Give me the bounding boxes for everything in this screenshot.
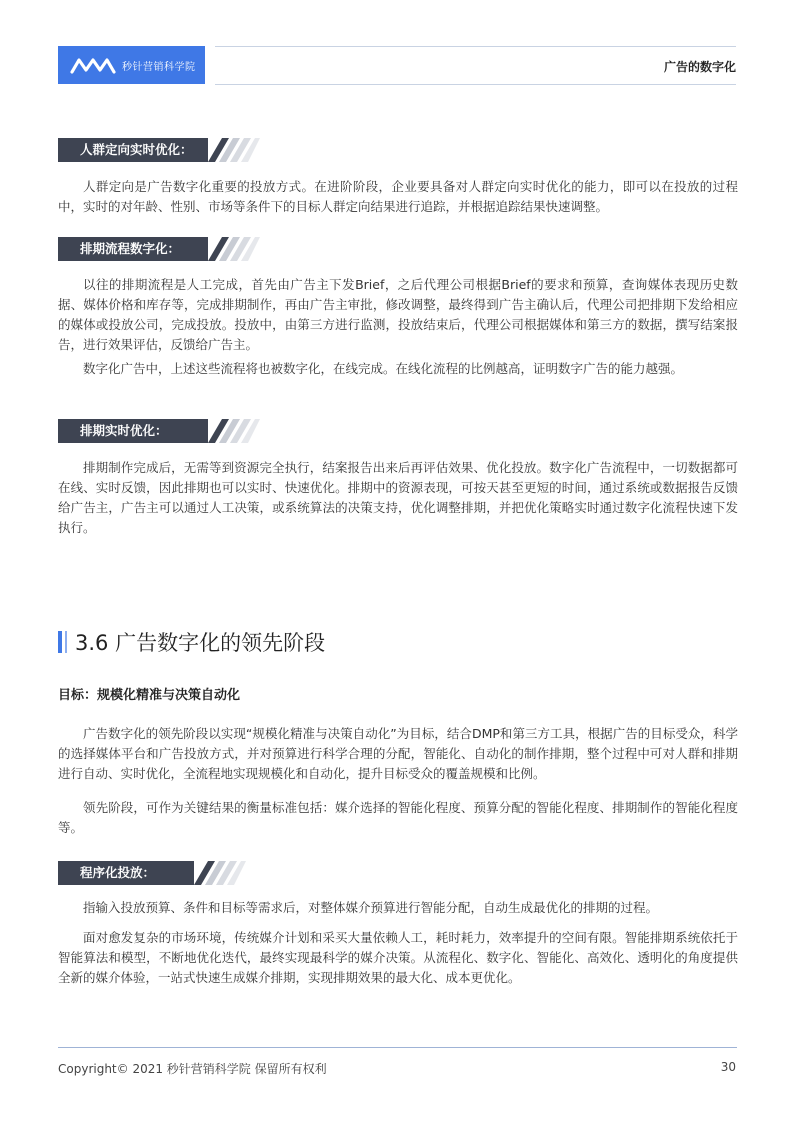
paragraph: 广告数字化的领先阶段以实现“规模化精准与决策自动化”为目标，结合DMP和第三方工具，根据广告的目标受众，科学的选择媒体平台和广告投放方式，并对预算进行科学合理的分配，智能化、自动化的制作排期，整个过程中可对人群和排期进行自动、实时优化，全流程地实现规模化和自动化，提升目标受众的覆盖规模和比例。 xyxy=(58,726,738,781)
section-tag-audience xyxy=(58,138,258,162)
paragraph: 领先阶段，可作为关键结果的衡量标准包括：媒介选择的智能化程度、预算分配的智能化程度、排期制作的智能化程度等。 xyxy=(58,800,738,835)
heading-accent-bar-thin xyxy=(65,631,67,653)
footer-divider xyxy=(58,1047,737,1048)
section-tag-schedule-process xyxy=(58,237,258,261)
section-tag-programmatic xyxy=(58,861,258,885)
paragraph: 数字化广告中，上述这些流程将也被数字化，在线完成。在线化流程的比例越高，证明数字广告的能力越强。 xyxy=(83,361,684,376)
section-tag-label: 人群定向实时优化： xyxy=(58,138,208,162)
header-title: 广告的数字化 xyxy=(663,60,736,74)
logo-mark-icon xyxy=(70,54,116,76)
stripe-decoration-icon xyxy=(208,138,260,162)
header-divider-top xyxy=(215,46,736,47)
page-number: 30 xyxy=(720,1060,736,1074)
paragraph: 面对愈发复杂的市场环境，传统媒介计划和采买大量依赖人工，耗时耗力，效率提升的空间有限。智能排期系统依托于智能算法和模型，不断地优化迭代，最终实现最科学的媒介决策。从流程化、数字化、智能化、高效化、透明化的角度提供全新的媒介体验，一站式快速生成媒介排期，实现排期效果的最大化、成本更优化。 xyxy=(58,930,738,985)
section-tag-schedule-optimize xyxy=(58,419,258,443)
section-tag-label: 排期实时优化： xyxy=(58,419,208,443)
footer-copyright: Copyright© 2021 秒针营销科学院 保留所有权利 xyxy=(58,1062,327,1076)
paragraph: 人群定向是广告数字化重要的投放方式。在进阶阶段，企业要具备对人群定向实时优化的能力，即可以在投放的过程中，实时的对年龄、性别、市场等条件下的目标人群定向结果进行追踪，并根据追踪结果快速调整。 xyxy=(58,179,738,214)
paragraph: 以往的排期流程是人工完成，首先由广告主下发Brief，之后代理公司根据Brief的要求和预算，查询媒体表现历史数据、媒体价格和库存等，完成排期制作，再由广告主审批，修改调整，最终得到广告主确认后，代理公司把排期下发给相应的媒体或投放公司，完成投放。投放中，由第三方进行监测，投放结束后，代理公司根据媒体和第三方的数据，撰写结案报告，进行效果评估，反馈给广告主。 xyxy=(58,277,738,352)
goal-subheading: 目标：规模化精准与决策自动化 xyxy=(58,688,241,703)
logo xyxy=(58,46,205,84)
stripe-decoration-icon xyxy=(194,861,246,885)
heading-accent-bar xyxy=(58,631,62,653)
header-divider-bottom xyxy=(215,84,736,85)
section-tag-label: 排期流程数字化： xyxy=(58,237,208,261)
paragraph: 排期制作完成后，无需等到资源完全执行，结案报告出来后再评估效果、优化投放。数字化广告流程中，一切数据都可在线、实时反馈，因此排期也可以实时、快速优化。排期中的资源表现，可按天甚至更短的时间，通过系统或数据报告反馈给广告主，广告主可以通过人工决策，或系统算法的决策支持，优化调整排期，并把优化策略实时通过数字化流程快速下发执行。 xyxy=(58,460,738,535)
heading-text: 3.6 广告数字化的领先阶段 xyxy=(75,631,326,655)
logo-text: 秒针营销科学院 xyxy=(122,61,196,73)
paragraph: 指输入投放预算、条件和目标等需求后，对整体媒介预算进行智能分配，自动生成最优化的排期的过程。 xyxy=(83,900,659,915)
section-tag-label: 程序化投放： xyxy=(58,861,194,885)
stripe-decoration-icon xyxy=(208,419,260,443)
section-heading xyxy=(58,627,325,657)
stripe-decoration-icon xyxy=(208,237,260,261)
